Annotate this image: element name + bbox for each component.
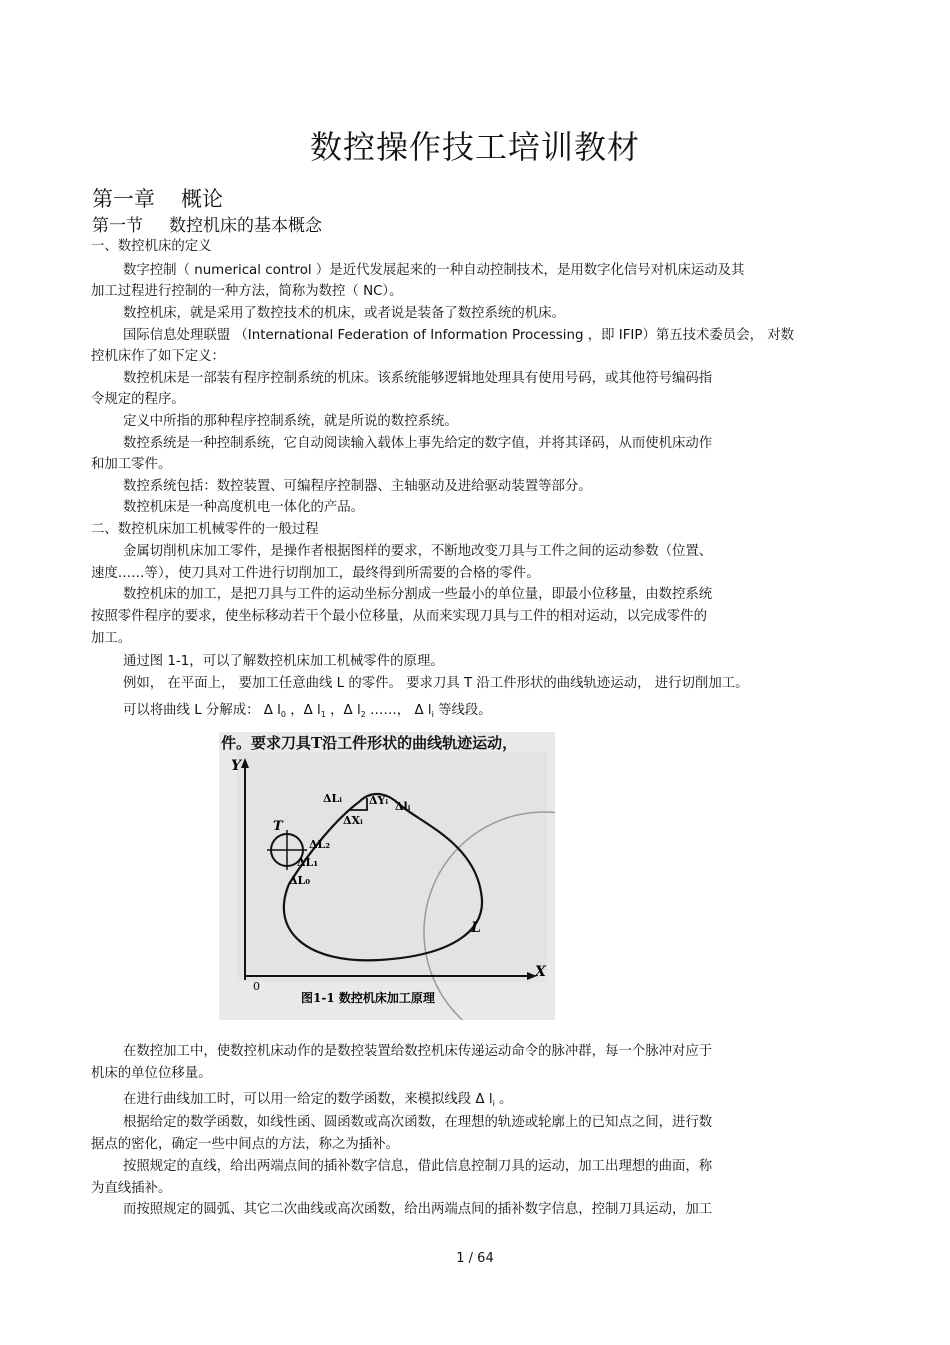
delta-l2-label: ΔL₂ [309,838,331,851]
figure-1-1-machining-principle [219,732,555,1020]
paragraph-line: 为直线插补。 [91,1181,172,1196]
paragraph-line: 数控系统是一种控制系统，它自动阅读输入载体上事先给定的数字值，并将其译码，从而使机床动作 [123,436,713,451]
paragraph-line: 数控系统包括：数控装置、可编程序控制器、主轴驱动及进给驱动装置等部分。 [123,479,592,494]
paragraph-line: 国际信息处理联盟 （International Federation of Information Processing ，即 IFIP）第五技术委员会， 对数 [123,328,795,343]
delta-xi-label: ΔXᵢ [343,814,363,827]
chapter-number: 第一章 [92,187,155,211]
delta-li-small-label: Δlᵢ [395,800,411,813]
paragraph-line: 加工过程进行控制的一种方法，简称为数控（ NC）。 [91,284,403,299]
paragraph-line: 通过图 1-1，可以了解数控机床加工机械零件的原理。 [123,654,444,669]
chapter-name: 概论 [181,187,223,211]
paragraph-line: 速度……等），使刀具对工件进行切削加工，最终得到所需要的合格的零件。 [91,566,540,581]
page-number: 1 / 64 [456,1251,494,1266]
figure-top-caption: 件。要求刀具T沿工件形状的曲线轨迹运动， [221,734,518,752]
paragraph-line: 控机床作了如下定义： [91,349,225,364]
paragraph-line: 数控机床，就是采用了数控技术的机床，或者说是装备了数控系统的机床。 [123,306,565,321]
paragraph-line: 在进行曲线加工时，可以用一给定的数学函数，来模拟线段 Δ $l_i$ 。 [123,1092,513,1108]
paragraph-line: 在数控加工中，使数控机床动作的是数控装置给数控机床传递运动命令的脉冲群，每一个脉冲对应于 [123,1044,713,1059]
paragraph-line: 而按照规定的圆弧、其它二次曲线或高次函数，给出两端点间的插补数字信息，控制刀具运动，加工 [123,1202,713,1217]
tool-label: T [273,819,283,834]
paragraph-line: 加工。 [91,631,132,646]
paragraph-line: 据点的密化，确定一些中间点的方法，称之为插补。 [91,1137,399,1152]
paragraph-line: 数控机床是一种高度机电一体化的产品。 [123,500,365,515]
paragraph-line: 数控机床是一部装有程序控制系统的机床。该系统能够逻辑地处理具有使用号码，或其他符号编码指 [123,371,713,386]
y-axis-label: Y [231,758,241,774]
section-number: 第一节 [92,216,143,236]
paragraph-line: 定义中所指的那种程序控制系统，就是所说的数控系统。 [123,414,458,429]
paragraph-line: 金属切削机床加工零件，是操作者根据图样的要求，不断地改变刀具与工件之间的运动参数（位置、 [123,544,713,559]
figure-texture [237,752,547,982]
document-title: 数控操作技工培训教材 [309,128,640,166]
delta-yi-label: ΔYᵢ [369,794,389,807]
delta-li-label: ΔLᵢ [323,792,342,805]
curve-label: L [471,920,481,936]
section-name: 数控机床的基本概念 [169,216,322,236]
paragraph-line: 按照零件程序的要求，使坐标移动若干个最小位移量，从而来实现刀具与工件的相对运动，以完成零件的 [91,609,707,624]
paragraph-line: 机床的单位位移量。 [91,1066,212,1081]
chapter-heading [92,183,223,213]
delta-l1-label: ΔL₁ [297,856,319,869]
paragraph-line: 例如， 在平面上， 要加工任意曲线 L 的零件。 要求刀具 T 沿工件形状的曲线轨迹运动， 进行切削加工。 [123,676,749,691]
paragraph-line: 根据给定的数学函数，如线性函、圆函数或高次函数，在理想的轨迹或轮廓上的已知点之间，进行数 [123,1115,713,1130]
paragraph-line: 可以将曲线 L 分解成： Δ $l_0$ ，Δ $l_1$ ，Δ $l_2$ ……， Δ $l_i$ 等线段。 [123,703,492,719]
subheading-process: 二、数控机床加工机械零件的一般过程 [91,522,319,537]
paragraph-line: 数字控制（ numerical control ）是近代发展起来的一种自动控制技术，是用数字化信号对机床运动及其 [123,263,745,278]
origin-label: 0 [253,980,260,993]
paragraph-line: 数控机床的加工，是把刀具与工件的运动坐标分割成一些最小的单位量，即最小位移量，由数控系统 [123,587,713,602]
paragraph-line: 按照规定的直线，给出两端点间的插补数字信息，借此信息控制刀具的运动，加工出理想的曲面，称 [123,1159,713,1174]
x-axis-label: X [535,964,546,980]
paragraph-line: 令规定的程序。 [91,392,185,407]
subheading-definition: 一、数控机床的定义 [91,239,212,254]
figure-caption: 图1-1 数控机床加工原理 [301,991,435,1005]
paragraph-line: 和加工零件。 [91,457,172,472]
delta-l0-label: ΔL₀ [289,874,311,887]
section-heading [92,211,322,236]
